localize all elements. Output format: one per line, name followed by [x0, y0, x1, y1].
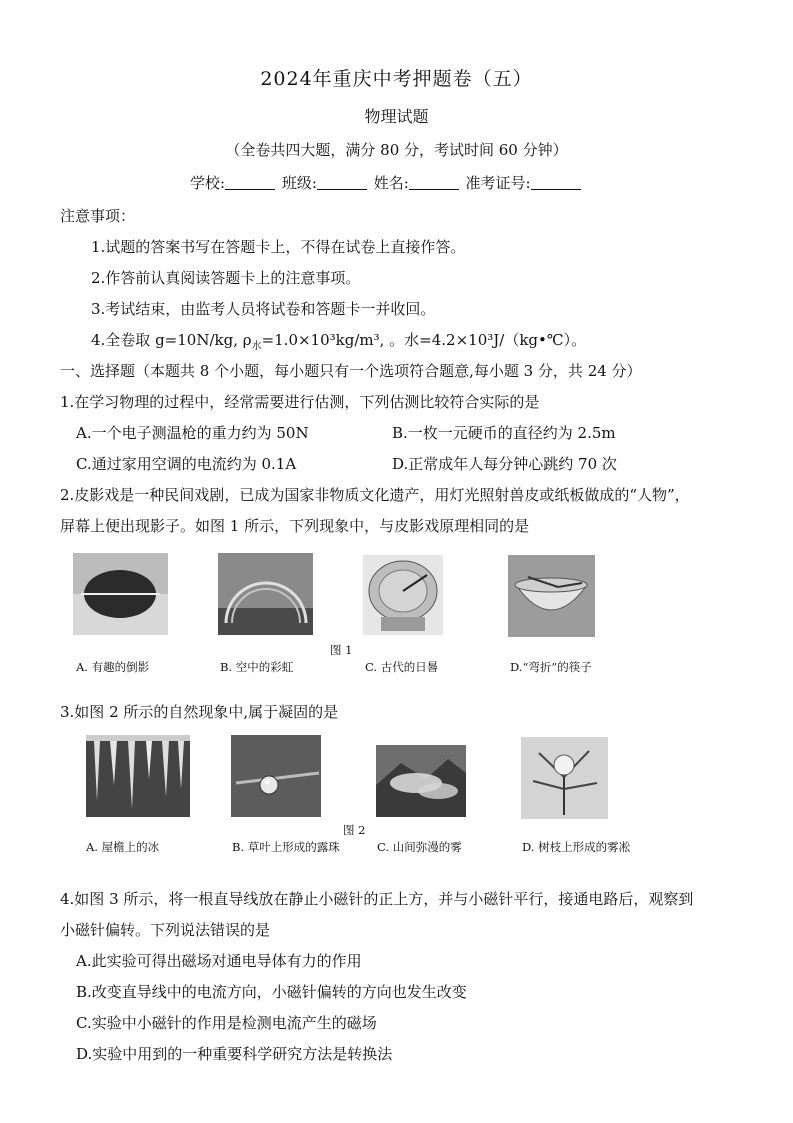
fig2-caption-a[interactable]: A. 屋檐上的冰 — [86, 840, 160, 854]
fig2-caption-b[interactable]: B. 草叶上形成的露珠 — [232, 840, 340, 854]
fig1-caption-c[interactable]: C. 古代的日晷 — [365, 660, 439, 674]
q4-option-b[interactable]: B.改变直导线中的电流方向，小磁针偏转的方向也发生改变 — [76, 983, 467, 1001]
q1-option-d[interactable]: D.正常成年人每分钟心跳约 70 次 — [392, 455, 617, 473]
fig2-caption-d[interactable]: D. 树枝上形成的雾凇 — [522, 840, 631, 854]
name-label: 姓名: — [373, 174, 409, 192]
name-blank[interactable] — [409, 175, 459, 190]
q4-option-c[interactable]: C.实验中小磁针的作用是检测电流产生的磁场 — [76, 1014, 377, 1032]
fig1-reflection-image — [73, 553, 168, 635]
fig2-icicles-image — [86, 735, 190, 817]
q1-stem: 1.在学习物理的过程中，经常需要进行估测，下列估测比较符合实际的是 — [60, 393, 540, 411]
fig1-chopsticks-image — [508, 555, 595, 637]
fig1-caption-b[interactable]: B. 空中的彩虹 — [220, 660, 294, 674]
exam-scope: （全卷共四大题，满分 80 分，考试时间 60 分钟） — [225, 141, 568, 159]
figure-2-label: 图 2 — [343, 823, 366, 837]
exam-number-label: 准考证号: — [465, 174, 531, 192]
q4-stem-line2: 小磁针偏转。下列说法错误的是 — [60, 921, 271, 939]
school-blank[interactable] — [225, 175, 275, 190]
notice-item-4: 4.全卷取 g=10N/kg, $\rho_水=1.0\times 10^3kg/m^3$, 。水=4.2×10³J/（kg•℃）。 — [91, 331, 587, 352]
fig1-sundial-image — [363, 555, 443, 635]
fig1-rainbow-image — [218, 553, 313, 635]
student-info-line — [190, 172, 583, 193]
fig2-fog-image — [376, 745, 466, 817]
fig2-caption-c[interactable]: C. 山间弥漫的雾 — [377, 840, 462, 854]
notice-item-2: 2.作答前认真阅读答题卡上的注意事项。 — [91, 269, 361, 287]
q3-stem: 3.如图 2 所示的自然现象中,属于凝固的是 — [60, 703, 339, 721]
fig2-dew-image — [231, 735, 321, 817]
q1-option-c[interactable]: C.通过家用空调的电流约为 0.1A — [76, 455, 297, 473]
fig2-rime-image — [521, 737, 608, 819]
notice-heading: 注意事项： — [60, 207, 136, 225]
q4-option-d[interactable]: D.实验中用到的一种重要科学研究方法是转换法 — [76, 1045, 393, 1063]
fig1-caption-d[interactable]: D.“弯折”的筷子 — [510, 660, 592, 674]
school-label: 学校: — [190, 174, 226, 192]
figure-1-label: 图 1 — [330, 643, 353, 657]
q1-option-b[interactable]: B.一枚一元硬币的直径约为 2.5m — [392, 424, 616, 442]
q2-stem-line2: 屏幕上便出现影子。如图 1 所示，下列现象中，与皮影戏原理相同的是 — [60, 517, 530, 535]
class-blank[interactable] — [317, 175, 367, 190]
exam-number-blank[interactable] — [531, 175, 581, 190]
class-label: 班级: — [281, 174, 317, 192]
q4-stem-line1: 4.如图 3 所示，将一根直导线放在静止小磁针的正上方，并与小磁针平行，接通电路后，观察到 — [60, 890, 694, 908]
q1-option-a[interactable]: A.一个电子测温枪的重力约为 50N — [76, 424, 309, 442]
q2-stem-line1: 2.皮影戏是一种民间戏剧，已成为国家非物质文化遗产，用灯光照射兽皮或纸板做成的“人物”， — [60, 486, 690, 504]
exam-title: 2024年重庆中考押题卷（五） — [260, 68, 533, 90]
q4-option-a[interactable]: A.此实验可得出磁场对通电导体有力的作用 — [76, 952, 362, 970]
fig1-caption-a[interactable]: A. 有趣的倒影 — [76, 660, 150, 674]
notice-item-1: 1.试题的答案书写在答题卡上，不得在试卷上直接作答。 — [91, 238, 466, 256]
notice-item-3: 3.考试结束，由监考人员将试卷和答题卡一并收回。 — [91, 300, 436, 318]
section1-heading: 一、选择题（本题共 8 个小题，每小题只有一个选项符合题意,每小题 3 分，共 24 分） — [60, 362, 642, 380]
exam-subtitle: 物理试题 — [364, 107, 429, 126]
